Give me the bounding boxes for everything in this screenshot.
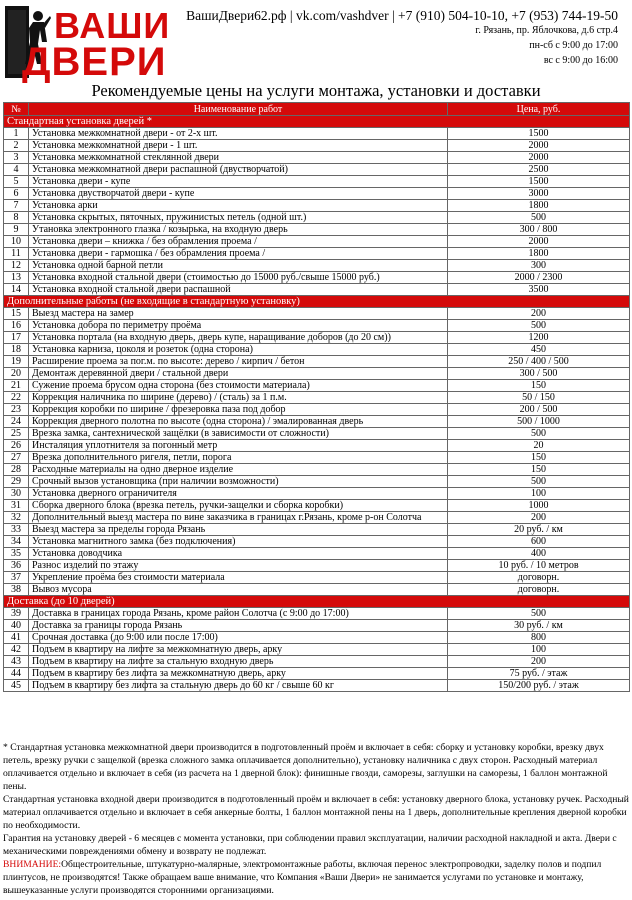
row-service: Утановка электронного глазка / козырька, на входную дверь	[29, 224, 448, 236]
row-service: Установка входной стальной двери (стоимостью до 15000 руб./свыше 15000 руб.)	[29, 272, 448, 284]
row-number: 39	[4, 608, 29, 620]
row-number: 7	[4, 200, 29, 212]
row-price: 75 руб. / этаж	[448, 668, 630, 680]
note-interior-install: * Стандартная установка межкомнатной двери производится в подготовленный проём и включает в себя: сборку и установку коробки, врезку двух петель, врезку ручки с защелкой (врезка сложного замка оплачивается дополнительно), установку наличника с двух сторон. Расходный материал оплачивается отдельно и включает в себя (из расчета на 1 дверной блок): финишные гвозди, саморезы, заглушки на саморезы, 1 баллон монтажной пены.	[3, 742, 608, 792]
row-price: 300	[448, 260, 630, 272]
table-row	[4, 212, 630, 224]
row-number: 40	[4, 620, 29, 632]
row-price: 2000	[448, 236, 630, 248]
row-number: 3	[4, 152, 29, 164]
table-row	[4, 332, 630, 344]
table-row	[4, 344, 630, 356]
row-price: 10 руб. / 10 метров	[448, 560, 630, 572]
row-price: 2000	[448, 152, 630, 164]
row-number: 17	[4, 332, 29, 344]
row-number: 22	[4, 392, 29, 404]
row-service: Установка доводчика	[29, 548, 448, 560]
row-price: 600	[448, 536, 630, 548]
row-price: 100	[448, 644, 630, 656]
row-service: Укрепление проёма без стоимости материала	[29, 572, 448, 584]
row-number: 45	[4, 680, 29, 692]
table-row	[4, 260, 630, 272]
table-row	[4, 680, 630, 692]
row-number: 42	[4, 644, 29, 656]
table-row	[4, 368, 630, 380]
table-row	[4, 428, 630, 440]
table-row	[4, 452, 630, 464]
row-service: Установка портала (на входную дверь, дверь купе, наращивание доборов (до 20 см))	[29, 332, 448, 344]
table-row	[4, 248, 630, 260]
row-service: Демонтаж деревянной двери / стальной двери	[29, 368, 448, 380]
row-price: 100	[448, 488, 630, 500]
row-number: 38	[4, 584, 29, 596]
row-number: 29	[4, 476, 29, 488]
page-title: Рекомендуемые цены на услуги монтажа, установки и доставки	[91, 81, 541, 100]
table-row	[4, 524, 630, 536]
table-row	[4, 224, 630, 236]
row-number: 41	[4, 632, 29, 644]
row-service: Расширение проема за пог.м. по высоте: дерево / кирпич / бетон	[29, 356, 448, 368]
row-price: 200 / 500	[448, 404, 630, 416]
table-row	[4, 440, 630, 452]
row-service: Установка двустворчатой двери - купе	[29, 188, 448, 200]
row-price: 150	[448, 452, 630, 464]
row-number: 36	[4, 560, 29, 572]
section-header-row	[4, 296, 630, 308]
table-row	[4, 620, 630, 632]
row-price: 1200	[448, 332, 630, 344]
table-row	[4, 668, 630, 680]
row-service: Выезд мастера за пределы города Рязань	[29, 524, 448, 536]
row-number: 5	[4, 176, 29, 188]
row-number: 25	[4, 428, 29, 440]
row-price: 500	[448, 428, 630, 440]
row-price: 500	[448, 476, 630, 488]
row-service: Установка арки	[29, 200, 448, 212]
table-row	[4, 200, 630, 212]
table-row	[4, 128, 630, 140]
price-table	[3, 102, 630, 692]
table-row	[4, 176, 630, 188]
row-number: 19	[4, 356, 29, 368]
row-price: 800	[448, 632, 630, 644]
row-number: 34	[4, 536, 29, 548]
table-row	[4, 320, 630, 332]
table-row	[4, 584, 630, 596]
row-number: 1	[4, 128, 29, 140]
row-number: 10	[4, 236, 29, 248]
row-price: 150	[448, 464, 630, 476]
table-row	[4, 608, 630, 620]
table-row	[4, 560, 630, 572]
warning-label: ВНИМАНИЕ:	[3, 859, 62, 870]
row-price: 300 / 800	[448, 224, 630, 236]
table-row	[4, 392, 630, 404]
row-price: договорн.	[448, 572, 630, 584]
row-price: 1500	[448, 128, 630, 140]
row-service: Дополнительный выезд мастера по вине заказчика в границах г.Рязань, кроме р-он Солотча	[29, 512, 448, 524]
section-header-row	[4, 596, 630, 608]
hours-sunday: вс с 9:00 до 16:00	[543, 55, 618, 66]
column-header-service: Наименование работ	[29, 103, 448, 116]
table-row	[4, 236, 630, 248]
warning-text: Общестроительные, штукатурно-малярные, электромонтажные работы, включая перенос электропроводки, заделку полов и подпил плинтусов, не производятся! Также обращаем ваше внимание, что Компания «Ваши Двери» не занимается услугами по установке и монтажу, вышеуказанные услуги производятся сторонними организациями.	[3, 859, 602, 896]
table-row	[4, 548, 630, 560]
table-row	[4, 164, 630, 176]
row-price: 500 / 1000	[448, 416, 630, 428]
row-price: 1500	[448, 176, 630, 188]
hours-weekdays: пн-сб с 9:00 до 17:00	[529, 40, 618, 51]
row-price: 2500	[448, 164, 630, 176]
row-price: 20	[448, 440, 630, 452]
row-number: 6	[4, 188, 29, 200]
row-number: 2	[4, 140, 29, 152]
section-title: Стандартная установка дверей *	[4, 116, 630, 128]
row-price: 2000 / 2300	[448, 272, 630, 284]
row-service: Срочный вызов установщика (при наличии возможности)	[29, 476, 448, 488]
column-header-price: Цена, руб.	[448, 103, 630, 116]
row-price: договорн.	[448, 584, 630, 596]
row-number: 4	[4, 164, 29, 176]
row-service: Установка двери - гармошка / без обрамления проема /	[29, 248, 448, 260]
section-title: Доставка (до 10 дверей)	[4, 596, 630, 608]
table-row	[4, 488, 630, 500]
row-price: 500	[448, 320, 630, 332]
row-number: 16	[4, 320, 29, 332]
note-warning	[3, 858, 629, 897]
row-service: Доставка в границах города Рязань, кроме район Солотча (с 9:00 до 17:00)	[29, 608, 448, 620]
brand-word2: ДВЕРИ	[22, 40, 167, 84]
row-number: 30	[4, 488, 29, 500]
row-service: Установка одной барной петли	[29, 260, 448, 272]
row-service: Подъем в квартиру без лифта за стальную дверь до 60 кг / свыше 60 кг	[29, 680, 448, 692]
row-service: Установка межкомнатной двери распашной (двустворчатой)	[29, 164, 448, 176]
row-service: Установка добора по периметру проёма	[29, 320, 448, 332]
row-price: 200	[448, 656, 630, 668]
row-price: 450	[448, 344, 630, 356]
table-row	[4, 152, 630, 164]
table-row	[4, 476, 630, 488]
row-price: 500	[448, 608, 630, 620]
row-service: Врезка дополнительного ригеля, петли, порога	[29, 452, 448, 464]
row-number: 11	[4, 248, 29, 260]
row-service: Установка межкомнатной двери - 1 шт.	[29, 140, 448, 152]
table-row	[4, 416, 630, 428]
row-number: 32	[4, 512, 29, 524]
row-price: 150/200 руб. / этаж	[448, 680, 630, 692]
row-number: 24	[4, 416, 29, 428]
row-service: Установка скрытых, пяточных, пружинистых петель (одной шт.)	[29, 212, 448, 224]
row-service: Установка двери - купе	[29, 176, 448, 188]
row-service: Подъем в квартиру на лифте за стальную входную дверь	[29, 656, 448, 668]
row-price: 200	[448, 512, 630, 524]
row-number: 37	[4, 572, 29, 584]
row-number: 27	[4, 452, 29, 464]
table-row	[4, 464, 630, 476]
row-service: Подъем в квартиру на лифте за межкомнатную дверь, арку	[29, 644, 448, 656]
row-price: 20 руб. / км	[448, 524, 630, 536]
section-header-row	[4, 116, 630, 128]
row-price: 500	[448, 212, 630, 224]
row-service: Установка межкомнатной двери - от 2-х шт.	[29, 128, 448, 140]
row-number: 44	[4, 668, 29, 680]
contacts-block	[186, 8, 618, 68]
table-row	[4, 512, 630, 524]
row-price: 400	[448, 548, 630, 560]
brand-logo[interactable]	[2, 2, 192, 82]
row-service: Врезка замка, сантехнической защёлки (в зависимости от сложности)	[29, 428, 448, 440]
table-row	[4, 284, 630, 296]
row-service: Разнос изделий по этажу	[29, 560, 448, 572]
row-number: 13	[4, 272, 29, 284]
row-price: 1800	[448, 200, 630, 212]
table-row	[4, 656, 630, 668]
row-price: 300 / 500	[448, 368, 630, 380]
row-number: 21	[4, 380, 29, 392]
notes-block	[3, 741, 629, 897]
row-price: 1000	[448, 500, 630, 512]
row-number: 28	[4, 464, 29, 476]
brand-word1: ВАШИ	[54, 5, 171, 46]
row-number: 23	[4, 404, 29, 416]
note-entrance-install: Стандартная установка входной двери производится в подготовленный проём и включает в себя: установку дверного блока, установку ручек. Расходный материал оплачивается отдельно и включает в себя анкерные болты, 1 баллон монтажной пены на 1 дверь, дополнительные крепления дверной коробки по необходимости.	[3, 794, 629, 831]
row-number: 43	[4, 656, 29, 668]
section-title: Дополнительные работы (не входящие в стандартную установку)	[4, 296, 630, 308]
row-price: 150	[448, 380, 630, 392]
row-service: Подъем в квартиру без лифта за межкомнатную дверь, арку	[29, 668, 448, 680]
row-price: 2000	[448, 140, 630, 152]
row-price: 3000	[448, 188, 630, 200]
table-row	[4, 188, 630, 200]
column-header-number: №	[4, 103, 29, 116]
row-number: 31	[4, 500, 29, 512]
row-service: Коррекция наличника по ширине (дерево) / (сталь) за 1 п.м.	[29, 392, 448, 404]
table-row	[4, 572, 630, 584]
header	[0, 0, 632, 84]
row-service: Срочная доставка (до 9:00 или после 17:00)	[29, 632, 448, 644]
row-service: Коррекция дверного полотна по высоте (одна сторона) / эмалированная дверь	[29, 416, 448, 428]
contacts-line[interactable]: ВашиДвери62.рф | vk.com/vashdver | +7 (910) 504-10-10, +7 (953) 744-19-50	[186, 8, 618, 23]
table-body	[4, 116, 630, 692]
table-row	[4, 536, 630, 548]
row-price: 3500	[448, 284, 630, 296]
table-row	[4, 500, 630, 512]
row-number: 9	[4, 224, 29, 236]
address: г. Рязань, пр. Яблочкова, д.6 стр.4	[475, 25, 618, 36]
row-service: Вывоз мусора	[29, 584, 448, 596]
table-row	[4, 308, 630, 320]
table-row	[4, 380, 630, 392]
row-service: Доставка за границы города Рязань	[29, 620, 448, 632]
row-service: Выезд мастера на замер	[29, 308, 448, 320]
row-service: Установка дверного ограничителя	[29, 488, 448, 500]
table-row	[4, 644, 630, 656]
row-price: 200	[448, 308, 630, 320]
row-number: 33	[4, 524, 29, 536]
row-service: Установка двери – книжка / без обрамления проема /	[29, 236, 448, 248]
row-number: 18	[4, 344, 29, 356]
row-number: 8	[4, 212, 29, 224]
row-service: Установка межкомнатной стеклянной двери	[29, 152, 448, 164]
row-number: 35	[4, 548, 29, 560]
row-service: Установка карниза, цоколя и розеток (одна сторона)	[29, 344, 448, 356]
row-price: 50 / 150	[448, 392, 630, 404]
row-service: Коррекция коробки по ширине / фрезеровка паза под добор	[29, 404, 448, 416]
row-number: 26	[4, 440, 29, 452]
row-service: Инсталяция уплотнителя за погонный метр	[29, 440, 448, 452]
row-number: 15	[4, 308, 29, 320]
table-row	[4, 140, 630, 152]
note-warranty: Гарантия на установку дверей - 6 месяцев с момента установки, при соблюдении правил эксплуатации, наличии расходной накладной и акта. Двери с механическими повреждениями обмену и возврату не подлежат.	[3, 833, 617, 857]
row-price: 30 руб. / км	[448, 620, 630, 632]
row-service: Установка магнитного замка (без подключения)	[29, 536, 448, 548]
table-header-row	[4, 103, 630, 116]
row-service: Установка входной стальной двери распашной	[29, 284, 448, 296]
row-number: 14	[4, 284, 29, 296]
table-row	[4, 356, 630, 368]
table-row	[4, 404, 630, 416]
table-row	[4, 632, 630, 644]
row-number: 20	[4, 368, 29, 380]
row-service: Расходные материалы на одно дверное изделие	[29, 464, 448, 476]
row-number: 12	[4, 260, 29, 272]
row-price: 250 / 400 / 500	[448, 356, 630, 368]
table-row	[4, 272, 630, 284]
row-service: Сужение проема брусом одна сторона (без стоимости материала)	[29, 380, 448, 392]
row-price: 1800	[448, 248, 630, 260]
row-service: Сборка дверного блока (врезка петель, ручки-защелки и сборка коробки)	[29, 500, 448, 512]
